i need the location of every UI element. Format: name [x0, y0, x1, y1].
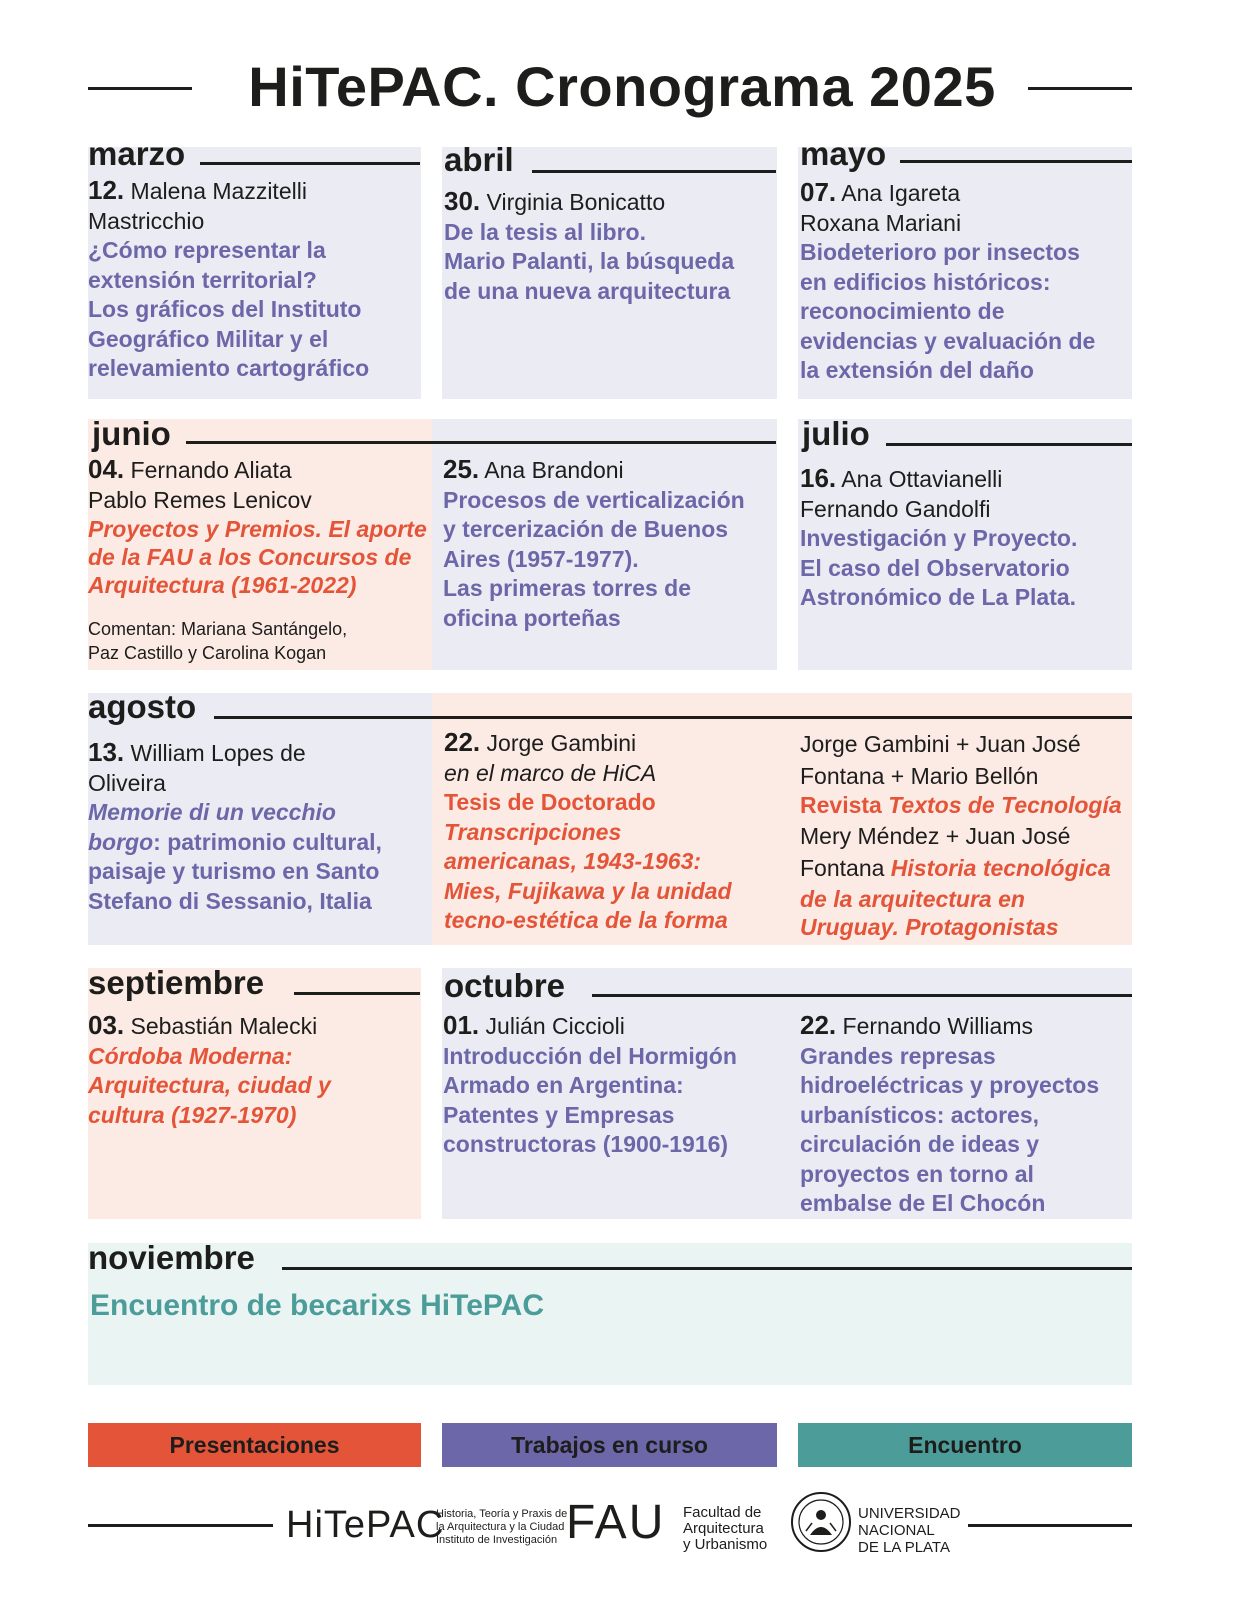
mayo-rule: [900, 160, 1132, 163]
month-mayo: mayo: [800, 135, 887, 172]
talk-title: de la FAU a los Concursos de: [88, 544, 412, 570]
commentators: Comentan: Mariana Santángelo,: [88, 619, 348, 639]
octubre-entry-a: [443, 1011, 783, 1160]
speaker-name: Sebastián Malecki: [130, 1013, 318, 1039]
page-title: HiTePAC. Cronograma 2025: [248, 55, 996, 118]
talk-title: Arquitectura, ciudad y: [88, 1072, 331, 1098]
talk-title: Stefano di Sessanio, Italia: [88, 887, 372, 914]
talk-title: Las primeras torres de: [443, 575, 692, 601]
month-noviembre: noviembre: [88, 1239, 255, 1276]
talk-title: Memorie di un vecchio: [88, 799, 336, 825]
context-note: en el marco de HiCA: [444, 759, 657, 786]
fau-tagline: [683, 1505, 767, 1553]
talk-title: Transcripciones: [444, 818, 622, 845]
talk-title: borgo: [88, 828, 154, 855]
talk-title: urbanísticos: actores,: [800, 1101, 1040, 1128]
month-agosto: agosto: [88, 688, 197, 725]
talk-title: Historia tecnológica: [890, 854, 1111, 881]
talk-title: relevamiento cartográfico: [88, 355, 370, 381]
day-number: 04.: [88, 454, 125, 484]
fau-logo: FAU: [566, 1496, 666, 1549]
noviembre-rule: [282, 1267, 1132, 1270]
speaker-name: Ana Ottavianelli: [841, 466, 1003, 492]
footer-rule-right: [968, 1524, 1132, 1527]
day-number: 30.: [444, 186, 481, 216]
fau-tagline-line: y Urbanismo: [683, 1536, 768, 1553]
month-abril: abril: [444, 141, 514, 178]
talk-title: Introducción del Hormigón: [443, 1042, 737, 1069]
talk-title: extensión territorial?: [88, 266, 317, 293]
talk-title: tecno-estética de la forma: [444, 907, 728, 933]
talk-title: hidroeléctricas y proyectos: [800, 1072, 1100, 1098]
talk-title: cultura (1927-1970): [88, 1101, 297, 1128]
day-number: 22.: [444, 727, 481, 757]
speaker-names: Fontana: [800, 854, 891, 881]
talk-title: Armado en Argentina:: [443, 1072, 684, 1098]
talk-title: en edificios históricos:: [800, 268, 1051, 295]
speaker-name: Fernando Aliata: [130, 457, 292, 483]
fau-tagline-line: Arquitectura: [683, 1520, 764, 1537]
unlp-name-line: DE LA PLATA: [858, 1539, 950, 1556]
talk-title: Geográfico Militar y el: [88, 325, 329, 352]
month-octubre: octubre: [444, 967, 566, 1004]
talk-title: y tercerización de Buenos: [443, 516, 729, 542]
month-junio: junio: [92, 415, 171, 452]
talk-title: circulación de ideas y: [800, 1131, 1040, 1157]
mayo-entry: [800, 178, 1130, 386]
legend-trabajos-en-curso: Trabajos en curso: [442, 1423, 777, 1467]
talk-title: Grandes represas: [800, 1042, 996, 1069]
speaker-name: Fernando Williams: [842, 1013, 1033, 1039]
footer-rule-left: [88, 1524, 273, 1527]
talk-title: Proyectos y Premios. El aporte: [88, 516, 427, 542]
day-number: 01.: [443, 1010, 480, 1040]
speaker-name: Roxana Mariani: [800, 209, 962, 236]
agosto-entry-b: [444, 728, 784, 936]
speaker-name: Julián Ciccioli: [485, 1013, 625, 1039]
talk-title: Uruguay. Protagonistas: [800, 913, 1059, 940]
speaker-name: William Lopes de: [130, 740, 306, 766]
septiembre-rule: [294, 992, 420, 995]
marzo-rule: [200, 162, 420, 165]
talk-title: la extensión del daño: [800, 357, 1034, 383]
talk-title: embalse de El Chocón: [800, 1190, 1046, 1216]
day-number: 25.: [443, 454, 480, 484]
month-septiembre: septiembre: [88, 964, 265, 1001]
talk-title: de una nueva arquitectura: [444, 277, 731, 304]
unlp-name-line: NACIONAL: [858, 1522, 935, 1539]
septiembre-entry: [88, 1011, 418, 1130]
unlp-name: [858, 1505, 961, 1556]
talk-title: : patrimonio cultural,: [153, 828, 382, 855]
talk-title: constructoras (1900-1916): [443, 1131, 729, 1157]
agosto-rule: [214, 716, 1132, 719]
octubre-rule: [592, 994, 1132, 997]
month-julio: julio: [802, 415, 870, 452]
agosto-entry-a: [88, 738, 428, 916]
speaker-name: Pablo Remes Lenicov: [88, 486, 312, 513]
speaker-names: Jorge Gambini + Juan José: [800, 731, 1081, 757]
talk-title: Textos de Tecnología: [888, 792, 1122, 818]
abril-entry: [444, 187, 774, 306]
talk-title: Procesos de verticalización: [443, 486, 745, 513]
talk-title: Arquitectura (1961-2022): [88, 572, 357, 598]
hitepac-tagline-line: Instituto de Investigación: [436, 1534, 558, 1546]
day-number: 12.: [88, 175, 125, 205]
hitepac-tagline-line: Historia, Teoría y Praxis de: [436, 1508, 568, 1520]
junio-entry-a: [88, 455, 432, 665]
talk-title: paisaje y turismo en Santo: [88, 858, 380, 884]
talk-title: Astronómico de La Plata.: [800, 584, 1077, 610]
talk-title: Mies, Fujikawa y la unidad: [444, 877, 732, 904]
talk-title: reconocimiento de: [800, 298, 1005, 324]
encuentro-title: Encuentro de becarixs HiTePAC: [90, 1289, 545, 1322]
talk-title: Biodeterioro por insectos: [800, 239, 1080, 265]
month-marzo: marzo: [88, 135, 186, 172]
talk-title: Mario Palanti, la búsqueda: [444, 248, 735, 274]
julio-entry: [800, 464, 1130, 613]
unlp-name-line: UNIVERSIDAD: [858, 1505, 961, 1522]
speaker-name: Fernando Gandolfi: [800, 495, 991, 522]
talk-title: El caso del Observatorio: [800, 554, 1070, 581]
day-number: 13.: [88, 737, 125, 767]
speaker-names: Fontana + Mario Bellón: [800, 763, 1039, 789]
octubre-entry-b: [800, 1011, 1132, 1219]
talk-title: Investigación y Proyecto.: [800, 525, 1078, 551]
speaker-name: Oliveira: [88, 769, 166, 796]
fau-tagline-line: Facultad de: [683, 1504, 762, 1521]
hitepac-logo: HiTePAC: [286, 1504, 445, 1546]
speaker-name: Ana Igareta: [841, 180, 961, 206]
talk-title: de la arquitectura en: [800, 885, 1025, 912]
talk-title: Patentes y Empresas: [443, 1101, 675, 1128]
day-number: 22.: [800, 1010, 837, 1040]
commentators: Paz Castillo y Carolina Kogan: [88, 643, 327, 663]
agosto-entry-c: [800, 727, 1132, 941]
talk-title: Córdoba Moderna:: [88, 1042, 293, 1069]
day-number: 16.: [800, 463, 837, 493]
talk-title: Los gráficos del Instituto: [88, 296, 362, 322]
talk-title: ¿Cómo representar la: [88, 237, 326, 263]
abril-rule: [532, 170, 776, 173]
talk-title: americanas, 1943-1963:: [444, 848, 702, 874]
legend-presentaciones: Presentaciones: [88, 1423, 421, 1467]
talk-title: De la tesis al libro.: [444, 218, 646, 245]
day-number: 03.: [88, 1010, 125, 1040]
junio-entry-b: [443, 455, 773, 633]
talk-title: proyectos en torno al: [800, 1160, 1034, 1187]
talk-title: evidencias y evaluación de: [800, 327, 1096, 354]
talk-title: Aires (1957-1977).: [443, 545, 639, 572]
speaker-name: Jorge Gambini: [486, 730, 637, 756]
talk-title: oficina porteñas: [443, 604, 621, 631]
legend-encuentro: Encuentro: [798, 1423, 1132, 1467]
day-number: 07.: [800, 177, 837, 207]
hitepac-tagline: [436, 1508, 567, 1547]
speaker-name: Virginia Bonicatto: [486, 189, 666, 215]
talk-label: Tesis de Doctorado: [444, 789, 656, 815]
speaker-name: Malena Mazzitelli: [130, 178, 307, 204]
unlp-seal-icon: [790, 1491, 852, 1553]
speaker-name: Mastricchio: [88, 207, 205, 234]
marzo-entry: [88, 176, 418, 384]
talk-label: Revista: [800, 792, 889, 818]
junio-rule: [186, 441, 776, 444]
julio-rule: [886, 443, 1132, 446]
speaker-name: Ana Brandoni: [484, 457, 624, 483]
hitepac-tagline-line: la Arquitectura y la Ciudad: [436, 1521, 565, 1533]
speaker-names: Mery Méndez + Juan José: [800, 822, 1071, 849]
